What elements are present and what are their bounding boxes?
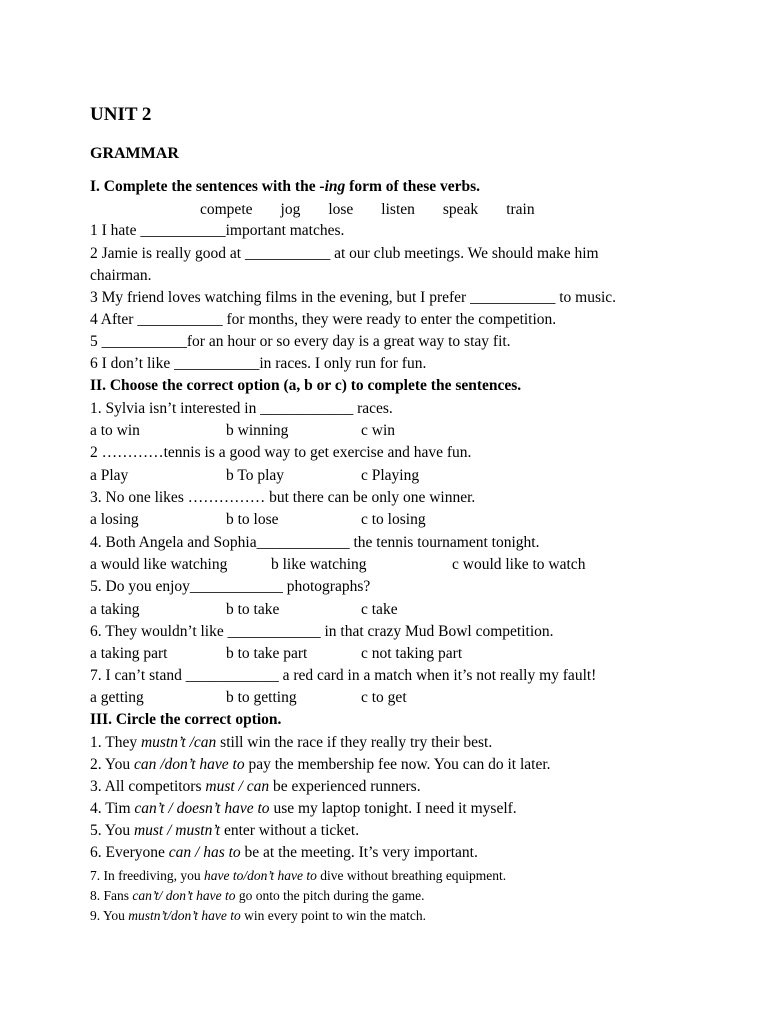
option-a: a getting <box>90 689 144 706</box>
item-choice: must / mustn’t <box>133 822 221 839</box>
option-b: b To play <box>226 467 285 484</box>
item-text: 3. All competitors <box>90 778 206 795</box>
item-choice: can / has to <box>168 844 241 861</box>
part3-item <box>90 843 478 863</box>
option-a: a losing <box>90 511 139 528</box>
item-text-end: win every point to win the match. <box>240 908 426 923</box>
item-choice: mustn’t /can <box>140 734 217 751</box>
option-b: b to getting <box>226 689 297 706</box>
option-a: a taking part <box>90 645 168 662</box>
item-choice: have to/don’t have to <box>203 868 317 883</box>
part1-item: 3 My friend loves watching films in the evening, but I prefer ___________ to music. <box>90 289 617 306</box>
item-text: 1. They <box>90 734 141 751</box>
item-text-end: use my laptop tonight. I need it myself. <box>269 800 517 817</box>
item-text: 6. Everyone <box>90 844 169 861</box>
word-jog: jog <box>280 201 301 218</box>
item-choice: must / can <box>205 778 270 795</box>
question: 4. Both Angela and Sophia____________ the tennis tournament tonight. <box>90 534 540 551</box>
unit-title: UNIT 2 <box>90 104 152 125</box>
option-c: c to get <box>361 689 407 706</box>
word-train: train <box>506 201 535 218</box>
option-b: b to lose <box>226 511 279 528</box>
item-choice: mustn’t/don’t have to <box>128 908 241 923</box>
question: 3. No one likes …………… but there can be only one winner. <box>90 489 476 506</box>
item-text-end: be at the meeting. It’s very important. <box>240 844 478 861</box>
part1-item: 1 I hate ___________important matches. <box>90 222 345 239</box>
part1-heading-text: I. Complete the sentences with the <box>90 178 320 195</box>
item-text: 5. You <box>90 822 134 839</box>
item-text-end: dive without breathing equipment. <box>316 868 507 883</box>
question: 6. They wouldn’t like ____________ in that crazy Mud Bowl competition. <box>90 623 554 640</box>
option-b: b winning <box>226 422 289 439</box>
word-compete: compete <box>200 201 253 218</box>
item-text: 9. You <box>90 908 129 923</box>
option-b: b to take <box>226 601 280 618</box>
part1-heading-text-end: form of these verbs. <box>345 178 481 195</box>
part1-heading-ing: -ing <box>319 178 346 195</box>
option-c: c win <box>361 422 396 439</box>
item-text-end: enter without a ticket. <box>220 822 360 839</box>
part3-item <box>90 866 506 886</box>
part3-item <box>90 755 551 775</box>
part3-item <box>90 733 492 753</box>
part3-item <box>90 886 424 906</box>
word-listen: listen <box>381 201 415 218</box>
part3-item <box>90 799 517 819</box>
part3-item <box>90 777 421 797</box>
option-c: c to losing <box>361 511 426 528</box>
part3-item <box>90 906 426 926</box>
verb-word-list <box>200 200 535 220</box>
option-b: b to take part <box>226 645 308 662</box>
option-c: c take <box>361 601 398 618</box>
item-choice: can’t / doesn’t have to <box>134 800 270 817</box>
question: 1. Sylvia isn’t interested in ____________ races. <box>90 400 393 417</box>
question: 5. Do you enjoy____________ photographs? <box>90 578 371 595</box>
item-text-end: pay the membership fee now. You can do it later. <box>244 756 551 773</box>
word-lose: lose <box>328 201 354 218</box>
option-a: a taking <box>90 601 140 618</box>
item-choice: can /don’t have to <box>133 756 245 773</box>
part1-heading <box>90 177 480 197</box>
option-a: a would like watching <box>90 556 228 573</box>
part3-item <box>90 821 359 841</box>
option-b: b like watching <box>271 556 367 573</box>
item-text-end: still win the race if they really try their best. <box>216 734 493 751</box>
part1-item: 6 I don’t like ___________in races. I only run for fun. <box>90 355 427 372</box>
question: 2 …………tennis is a good way to get exercise and have fun. <box>90 444 472 461</box>
item-text: 7. In freediving, you <box>90 868 204 883</box>
item-text-end: go onto the pitch during the game. <box>235 888 425 903</box>
part1-item: 5 ___________for an hour or so every day is a great way to stay fit. <box>90 333 511 350</box>
part1-item: 4 After ___________ for months, they were ready to enter the competition. <box>90 311 557 328</box>
option-a: a to win <box>90 422 140 439</box>
option-c: c would like to watch <box>452 556 586 573</box>
part1-item: 2 Jamie is really good at ___________ at our club meetings. We should make him <box>90 245 599 262</box>
option-a: a Play <box>90 467 129 484</box>
item-text: 8. Fans <box>90 888 133 903</box>
question: 7. I can’t stand ____________ a red card in a match when it’s not really my fault! <box>90 667 597 684</box>
option-c: c not taking part <box>361 645 463 662</box>
word-speak: speak <box>442 201 479 218</box>
item-text: 4. Tim <box>90 800 135 817</box>
item-text-end: be experienced runners. <box>269 778 421 795</box>
section-title: GRAMMAR <box>90 145 179 162</box>
part1-item: chairman. <box>90 267 152 284</box>
item-choice: can’t/ don’t have to <box>132 888 236 903</box>
part3-heading: III. Circle the correct option. <box>90 711 282 728</box>
item-text: 2. You <box>90 756 134 773</box>
part2-heading: II. Choose the correct option (a, b or c) to complete the sentences. <box>90 377 522 394</box>
option-c: c Playing <box>361 467 420 484</box>
